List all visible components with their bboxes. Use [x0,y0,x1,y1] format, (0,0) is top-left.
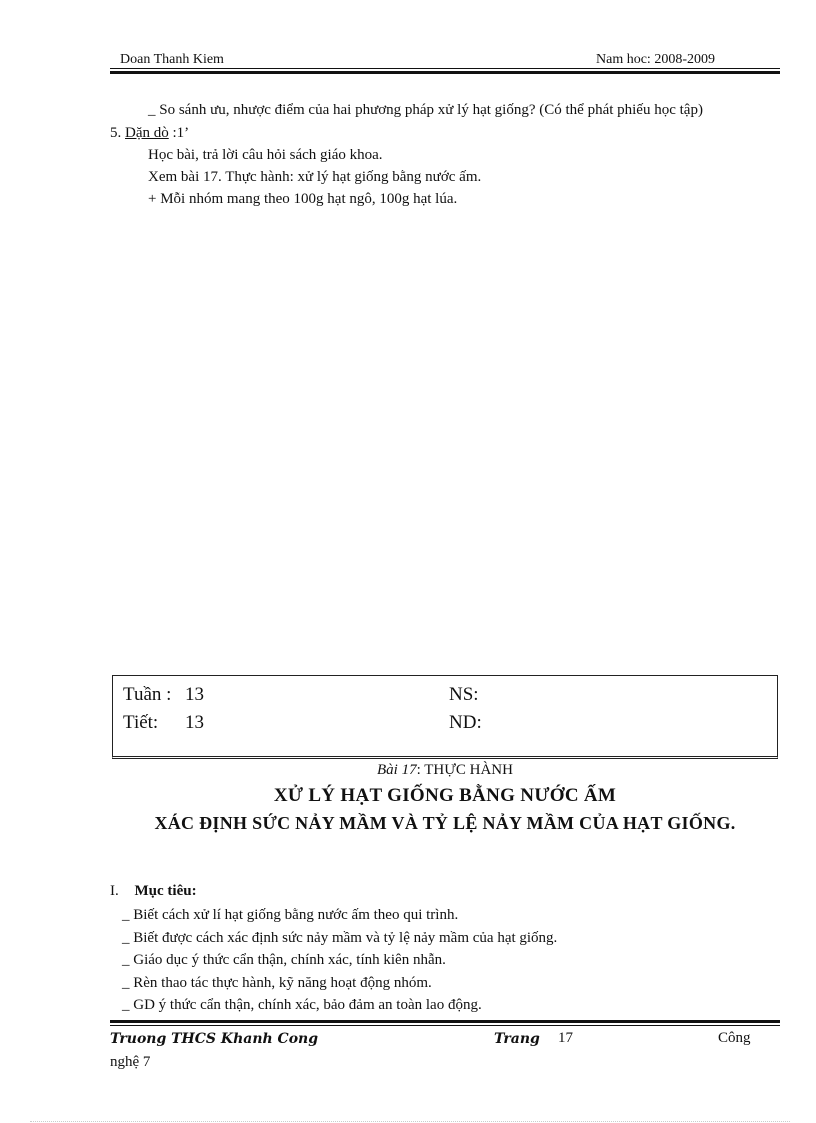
lesson-info-box [112,675,778,759]
footer-rule-thin [110,1025,780,1026]
header-school-year: Nam hoc: 2008-2009 [596,52,715,67]
header-rule-thick [110,71,780,74]
homework-line-3: + Mỗi nhóm mang theo 100g hạt ngô, 100g hạt lúa. [148,191,458,207]
header-author: Doan Thanh Kiem [120,52,224,67]
page-bottom-dotted-line [30,1121,790,1122]
item-5-time: :1’ [172,125,190,141]
lesson-suffix: : THỰC HÀNH [416,762,513,778]
footer-rule-thick [110,1020,780,1023]
lesson-title-1: XỬ LÝ HẠT GIỐNG BẰNG NƯỚC ẤM [273,785,617,806]
week-label: Tuần : [123,684,172,705]
objective-item: _ Giáo dục ý thức cẩn thận, chính xác, tính kiên nhẫn. [122,952,446,968]
footer-page-label: Trang [494,1031,540,1047]
objective-item: _ Biết được cách xác định sức nảy mầm và tỷ lệ nảy mầm của hạt giống. [122,930,558,946]
period-label: Tiết: [123,712,159,733]
footer-subject-part1: Công [718,1030,751,1046]
objectives-heading [110,883,197,900]
objective-item: _ Rèn thao tác thực hành, kỹ năng hoạt động nhóm. [122,975,432,991]
week-value: 13 [185,684,204,705]
objective-item: _ Biết cách xử lí hạt giống bằng nước ấm theo qui trình. [122,907,459,923]
homework-line-2: Xem bài 17. Thực hành: xử lý hạt giống bằng nước ấm. [148,169,482,185]
header-rule-thin [110,68,780,69]
objectives-roman: I. [110,883,119,899]
footer-page-number: 17 [558,1030,573,1046]
footer-school: Truong THCS Khanh Cong [110,1031,319,1047]
lesson-title-2: XÁC ĐỊNH SỨC NẢY MẦM VÀ TỶ LỆ NẢY MẦM CỦA HẠT GIỐNG. [154,813,736,833]
item-5-heading [110,125,189,142]
homework-line-1: Học bài, trả lời câu hỏi sách giáo khoa. [148,147,383,163]
item-5-label: Dặn dò [125,125,169,141]
item-5-number: 5. [110,125,122,141]
objective-item: _ GD ý thức cẩn thận, chính xác, bảo đảm an toàn lao động. [122,997,482,1013]
lesson-number [110,762,780,779]
compare-question: _ So sánh ưu, nhược điểm của hai phương pháp xử lý hạt giống? (Có thể phát phiếu học tập) [148,102,703,118]
objectives-title: Mục tiêu: [134,883,197,899]
ns-label: NS: [449,684,479,705]
nd-label: ND: [449,712,482,733]
period-value: 13 [185,712,204,733]
footer-subject-part2: nghệ 7 [110,1054,151,1070]
lesson-prefix: Bài 17 [377,762,417,778]
